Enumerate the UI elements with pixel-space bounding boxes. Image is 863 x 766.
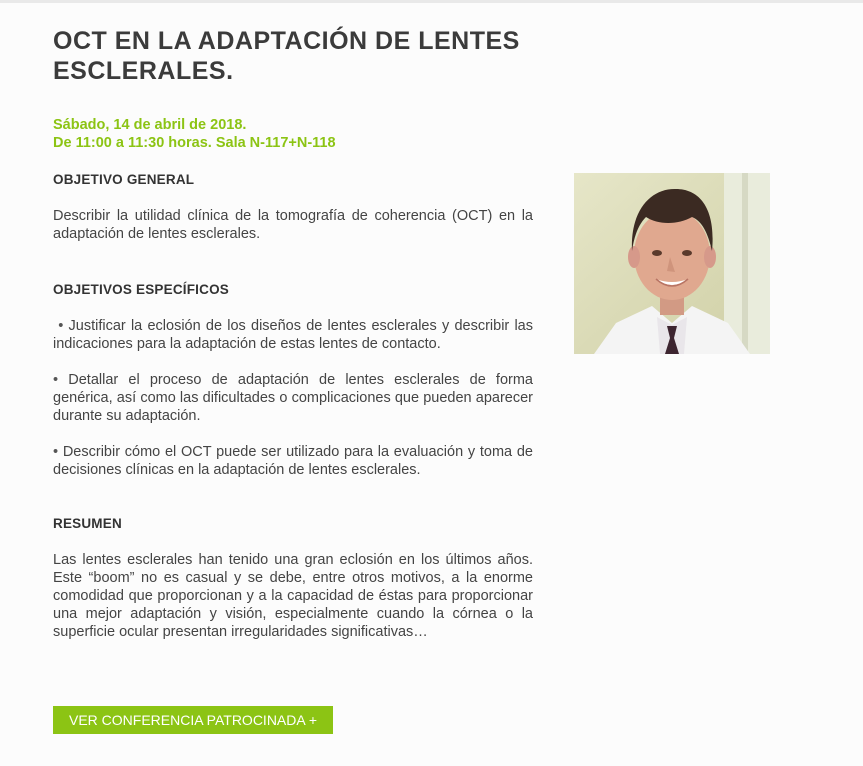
list-item: • Justificar la eclosión de los diseños de lentes esclerales y describir las indicaciones para la adaptación de estas lentes de contacto. xyxy=(53,318,533,352)
session-time-room: De 11:00 a 11:30 horas. Sala N-117+N-118 xyxy=(53,135,336,151)
bullet-icon: • xyxy=(53,372,69,388)
resumen-text: Las lentes esclerales han tenido una gran eclosión en los últimos años. Este “boom” no es casual y se debe, entre otros motivos, a la enorme comodidad que proporcionan y a la capacidad de éstas para proporcionar una mejor adaptación y visión, especialmente cuando la córnea o la superficie ocular presentan irregularidades significativas… xyxy=(53,552,533,640)
objetivo-general-section xyxy=(53,172,533,243)
bullet-icon: • xyxy=(53,318,69,334)
list-item: • Describir cómo el OCT puede ser utilizado para la evaluación y toma de decisiones clínicas en la adaptación de lentes esclerales. xyxy=(53,444,533,478)
objetivo-general-text: Describir la utilidad clínica de la tomografía de coherencia (OCT) en la adaptación de lentes esclerales. xyxy=(53,208,533,242)
list-item: • Detallar el proceso de adaptación de lentes esclerales de forma genérica, así como las dificultades o complicaciones que pueden aparecer durante su adaptación. xyxy=(53,372,533,424)
ver-conferencia-button[interactable]: VER CONFERENCIA PATROCINADA + xyxy=(53,706,333,734)
speaker-photo xyxy=(574,173,770,354)
objetivos-especificos-heading: OBJETIVOS ESPECÍFICOS xyxy=(53,282,229,297)
page-title: OCT EN LA ADAPTACIÓN DE LENTES ESCLERALES. xyxy=(53,27,520,85)
session-content xyxy=(53,26,533,641)
top-divider xyxy=(0,0,863,3)
objetivo-general-heading: OBJETIVO GENERAL xyxy=(53,172,195,187)
objetivos-especificos-section xyxy=(53,282,533,479)
resumen-section xyxy=(53,516,533,641)
bullet-icon: • xyxy=(53,444,63,460)
session-schedule xyxy=(53,116,533,152)
session-date: Sábado, 14 de abril de 2018. xyxy=(53,117,247,133)
resumen-heading: RESUMEN xyxy=(53,516,122,531)
